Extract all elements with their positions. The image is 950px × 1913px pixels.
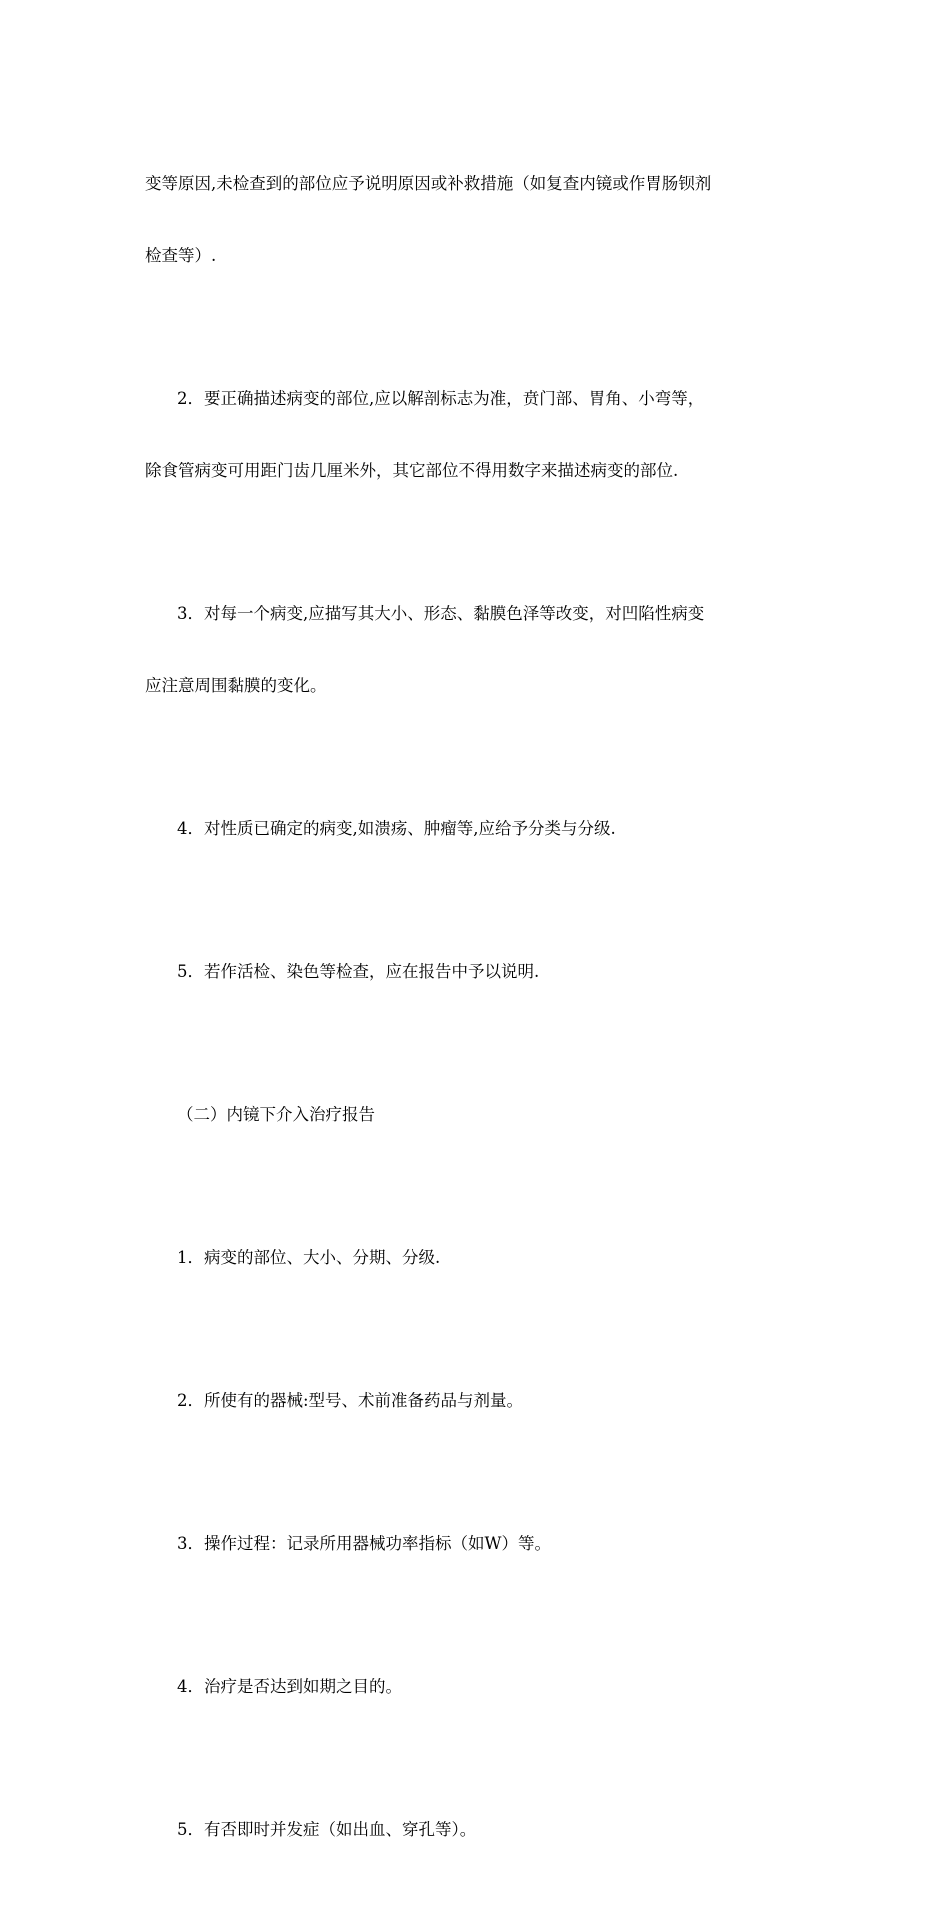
paragraph-item-3 [145, 554, 810, 746]
text-line: 5．有否即时并发症（如出血、穿孔等）。 [177, 1820, 477, 1839]
paragraph-treatment-item-3 [145, 1484, 810, 1604]
text-line: 2．所使有的器械:型号、术前准备药品与剂量。 [177, 1391, 524, 1410]
paragraph-item-4 [145, 769, 810, 889]
paragraph-continued-text [145, 124, 810, 316]
text-line: 2．要正确描述病变的部位,应以解剖标志为准，贲门部、胃角、小弯等， [177, 389, 705, 408]
text-line: （二）内镜下介入治疗报告 [177, 1105, 375, 1124]
paragraph-treatment-item-2 [145, 1341, 810, 1461]
text-line: 4．治疗是否达到如期之目的。 [177, 1677, 402, 1696]
text-line: 4．对性质已确定的病变,如溃疡、肿瘤等,应给予分类与分级. [177, 819, 616, 838]
paragraph-item-2 [145, 339, 810, 531]
text-line: 3．操作过程：记录所用器械功率指标（如W）等。 [177, 1534, 551, 1553]
text-line: 变等原因,未检查到的部位应予说明原因或补救措施（如复查内镜或作胃肠钡剂 [145, 174, 712, 193]
text-line: 5．若作活检、染色等检查，应在报告中予以说明. [177, 962, 540, 981]
paragraph-treatment-item-1 [145, 1198, 810, 1318]
text-line: 应注意周围黏膜的变化。 [145, 676, 327, 695]
text-line: 除食管病变可用距门齿几厘米外，其它部位不得用数字来描述病变的部位. [145, 461, 679, 480]
section-heading [145, 1055, 810, 1175]
paragraph-treatment-item-4 [145, 1627, 810, 1747]
paragraph-item-5 [145, 912, 810, 1032]
text-line: 检查等）. [145, 246, 217, 265]
text-line: 1．病变的部位、大小、分期、分级. [177, 1248, 441, 1267]
document-body [145, 124, 810, 1913]
paragraph-treatment-item-5 [145, 1770, 810, 1890]
text-line: 3．对每一个病变,应描写其大小、形态、黏膜色泽等改变，对凹陷性病变 [177, 604, 705, 623]
